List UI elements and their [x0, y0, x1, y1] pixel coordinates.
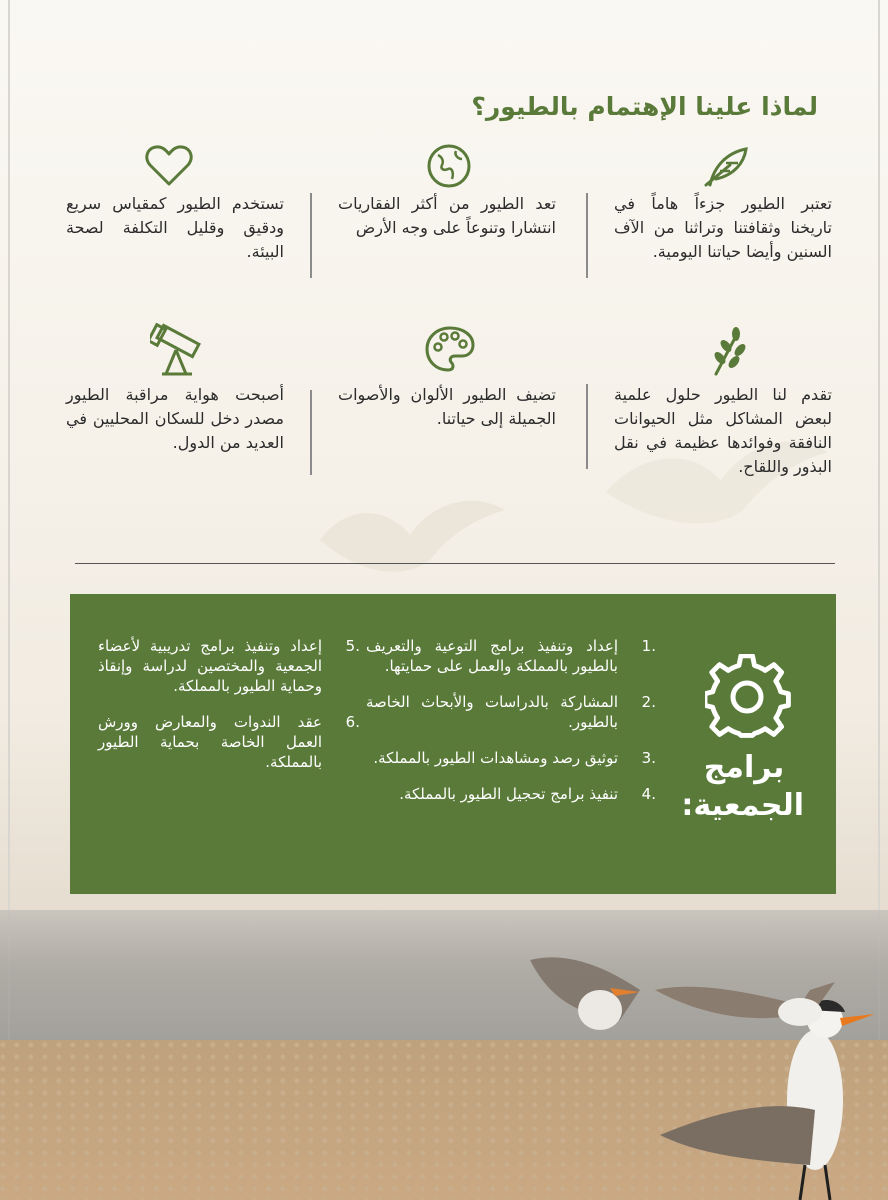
feather-icon: [700, 145, 752, 189]
programs-box: [70, 594, 836, 894]
column-divider: [586, 384, 588, 469]
program-item: [98, 712, 360, 772]
background-bird-silhouette: [310, 480, 510, 590]
program-text: المشاركة بالدراسات والأبحاث الخاصة بالطيور.: [366, 693, 618, 731]
heart-icon: [144, 144, 194, 188]
program-text: إعداد وتنفيذ برامج التوعية والتعريف بالطيور بالمملكة والعمل على حمايتها.: [366, 637, 618, 675]
program-item: [98, 636, 360, 696]
program-text: تنفيذ برامج تحجيل الطيور بالمملكة.: [399, 785, 618, 803]
feature-item: [66, 383, 284, 455]
feature-item: [338, 383, 556, 431]
feature-text: تقدم لنا الطيور حلول علمية لبعض المشاكل مثل الحيوانات النافقة وفوائدها عظيمة في نقل البذور واللقاح.: [614, 385, 832, 476]
program-number: .4: [641, 785, 656, 803]
feature-text: تعد الطيور من أكثر الفقاريات انتشارا وتنوعاً على وجه الأرض: [338, 194, 556, 237]
program-number: .2: [641, 693, 656, 711]
gear-icon: [705, 654, 791, 740]
feature-item: [66, 192, 284, 264]
tern-bird-image: [520, 930, 670, 1040]
telescope-icon: [150, 322, 208, 376]
program-number: .3: [641, 749, 656, 767]
programs-list-right: [366, 636, 656, 820]
palette-icon: [424, 325, 476, 373]
column-divider: [586, 193, 588, 278]
programs-list-left: [98, 636, 360, 788]
program-text: عقد الندوات والمعارض وورش العمل الخاصة بحماية الطيور بالمملكة.: [98, 713, 322, 771]
program-text: إعداد وتنفيذ برامج تدريبية لأعضاء الجمعية والمختصين لدراسة وإنقاذ وحماية الطيور بالمملكة.: [98, 637, 322, 695]
program-number: .5: [345, 637, 360, 655]
column-divider: [310, 193, 312, 278]
program-text: توثيق رصد ومشاهدات الطيور بالمملكة.: [373, 749, 618, 767]
program-number: .1: [641, 637, 656, 655]
section-divider: [75, 563, 835, 564]
flying-tern-bird-image: [650, 950, 840, 1050]
feature-text: تضيف الطيور الألوان والأصوات الجميلة إلى حياتنا.: [338, 385, 556, 428]
program-item: [366, 748, 656, 768]
program-item: [366, 784, 656, 804]
program-number: .6: [345, 713, 360, 731]
wheat-icon: [706, 326, 750, 376]
page-title: لماذا علينا الإهتمام بالطيور؟: [471, 92, 818, 121]
feature-item: [614, 383, 832, 479]
column-divider: [310, 390, 312, 475]
feature-item: [614, 192, 832, 264]
program-item: [366, 636, 656, 676]
feature-text: تستخدم الطيور كمقياس سريع ودقيق وقليل التكلفة لصحة البيئة.: [66, 194, 284, 261]
programs-title: برامج الجمعية:: [681, 750, 804, 823]
feature-item: [338, 192, 556, 240]
feature-text: تعتبر الطيور جزءاً هاماً في تاريخنا وثقافتنا وتراثنا من الآف السنين وأيضا حياتنا اليومية.: [614, 194, 832, 261]
globe-icon: [426, 143, 472, 189]
feature-text: أصبحت هواية مراقبة الطيور مصدر دخل للسكان المحليين في العديد من الدول.: [66, 385, 284, 452]
program-item: [366, 692, 656, 732]
